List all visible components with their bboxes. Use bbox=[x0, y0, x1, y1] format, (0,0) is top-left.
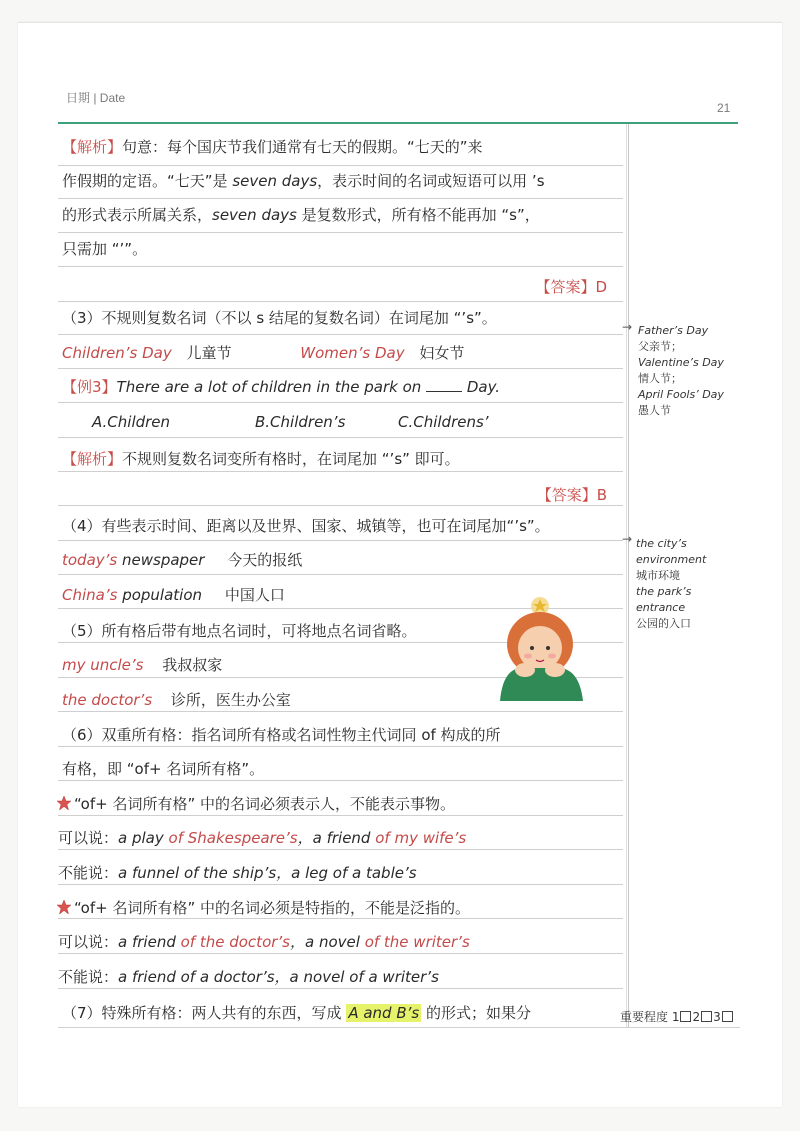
question-text: There are a lot of children in the park on bbox=[116, 378, 422, 396]
rule-heading bbox=[62, 1002, 624, 1024]
example-en: Children’s Day bbox=[62, 344, 172, 362]
sidebar-divider bbox=[628, 124, 629, 1027]
analysis-tag: 【解析】 bbox=[62, 450, 123, 468]
ruled-line bbox=[58, 301, 623, 302]
analysis-text: ，表示时间的名词或短语可以用 ’s bbox=[317, 172, 545, 190]
rule-heading: （6）双重所有格：指名词所有格或名词性物主代词同 of 构成的所 bbox=[62, 726, 501, 744]
analysis-line bbox=[62, 204, 624, 226]
checkbox-icon[interactable] bbox=[701, 1011, 712, 1022]
ruled-line bbox=[58, 266, 623, 267]
arrow-icon: → bbox=[622, 532, 633, 546]
sidebar-note-line: environment bbox=[636, 553, 707, 566]
example-cn: 我叔叔家 bbox=[162, 656, 223, 674]
header-rule bbox=[58, 122, 738, 124]
analysis-line bbox=[62, 448, 624, 470]
english-phrase: seven days bbox=[212, 206, 297, 224]
analysis-text: 句意：每个国庆节我们通常有七天的假期。“七天的”来 bbox=[122, 138, 483, 156]
cannot-say-line bbox=[58, 862, 620, 884]
blank-line bbox=[426, 379, 462, 392]
ruled-line bbox=[58, 849, 623, 850]
ruled-line bbox=[58, 437, 623, 438]
sidebar-note-line: 父亲节； bbox=[638, 340, 682, 353]
sidebar-note-line: 情人节； bbox=[638, 372, 682, 385]
example-possessive: of the writer’s bbox=[364, 933, 470, 951]
example-cn: 诊所，医生办公室 bbox=[170, 691, 291, 709]
answer-label: 【答案】B bbox=[536, 486, 607, 504]
ruled-line bbox=[58, 746, 623, 747]
example-possessive: today’s bbox=[62, 551, 118, 569]
analysis-line bbox=[62, 136, 624, 158]
ruled-line bbox=[58, 988, 623, 989]
options-line bbox=[92, 411, 654, 433]
example-cn: 妇女节 bbox=[419, 344, 465, 362]
rule-heading: （5）所有格后带有地点名词时，可将地点名词省略。 bbox=[62, 622, 417, 640]
highlighted-phrase: A and B’s bbox=[348, 1004, 420, 1022]
example-tag: 【例3】 bbox=[62, 378, 117, 396]
sidebar-note-line: the city’s bbox=[636, 537, 687, 550]
sidebar-note-line: Valentine’s Day bbox=[638, 356, 724, 369]
analysis-line bbox=[62, 170, 624, 192]
option-a: A.Children bbox=[92, 413, 171, 431]
example-line bbox=[62, 342, 624, 364]
sidebar-note-line: 公园的入口 bbox=[636, 617, 691, 630]
sidebar-note-places bbox=[636, 536, 706, 632]
bottom-rule bbox=[58, 1027, 740, 1028]
importance-label: 重要程度 bbox=[620, 1010, 669, 1024]
importance-level: 1 bbox=[671, 1010, 680, 1024]
rule-heading: （4）有些表示时间、距离以及世界、国家、城镇等，也可在词尾加“’s”。 bbox=[62, 517, 550, 535]
example-en: ，a friend bbox=[297, 829, 376, 847]
importance-level: 2 bbox=[692, 1010, 701, 1024]
example-possessive: my uncle’s bbox=[62, 656, 144, 674]
example-possessive: of my wife’s bbox=[375, 829, 467, 847]
sidebar-note-line: April Fools’ Day bbox=[638, 388, 724, 401]
sidebar-note-line: 城市环境 bbox=[636, 569, 680, 582]
checkbox-icon[interactable] bbox=[722, 1011, 733, 1022]
importance-level: 3 bbox=[713, 1010, 721, 1024]
sidebar-divider-inner bbox=[626, 124, 627, 1027]
example-en: Women’s Day bbox=[300, 344, 405, 362]
can-say-line bbox=[58, 827, 620, 849]
cannot-say-label: 不能说： bbox=[58, 864, 119, 882]
note-line bbox=[56, 897, 618, 919]
example-possessive: the doctor’s bbox=[62, 691, 153, 709]
rule-heading: （3）不规则复数名词（不以 s 结尾的复数名词）在词尾加 “’s”。 bbox=[62, 309, 497, 327]
importance-rating bbox=[620, 1008, 734, 1025]
girl-illustration bbox=[495, 596, 605, 706]
option-c: C.Childrens’ bbox=[398, 413, 489, 431]
page-number: 21 bbox=[717, 101, 731, 115]
checkbox-icon[interactable] bbox=[680, 1011, 691, 1022]
can-say-label: 可以说： bbox=[58, 829, 119, 847]
rule-heading: 有格，即 “of+ 名词所有格”。 bbox=[62, 760, 265, 778]
ruled-line bbox=[58, 334, 623, 335]
note-text: “of+ 名词所有格” 中的名词必须表示人，不能表示事物。 bbox=[74, 795, 456, 813]
ruled-line bbox=[58, 711, 623, 712]
page-edge bbox=[18, 22, 782, 23]
sidebar-note-line: 愚人节 bbox=[638, 404, 671, 417]
option-b: B.Children’s bbox=[255, 413, 346, 431]
example-en: a play bbox=[118, 829, 169, 847]
arrow-icon: → bbox=[622, 320, 633, 334]
example-possessive: China’s bbox=[62, 586, 118, 604]
note-text: “of+ 名词所有格” 中的名词必须是特指的，不能是泛指的。 bbox=[74, 899, 471, 917]
analysis-line: 只需加 “’”。 bbox=[62, 240, 148, 258]
example-cn: 中国人口 bbox=[224, 586, 285, 604]
rule-text: 的形式；如果分 bbox=[421, 1004, 532, 1022]
analysis-text: 是复数形式，所有格不能再加 “s”， bbox=[296, 206, 540, 224]
cannot-say-line bbox=[58, 966, 620, 988]
ruled-line bbox=[58, 953, 623, 954]
example-en: a friend bbox=[118, 933, 181, 951]
analysis-text: 不规则复数名词变所有格时，在词尾加 “’s” 即可。 bbox=[122, 450, 460, 468]
sidebar-note-line: Father’s Day bbox=[638, 324, 709, 337]
example-line bbox=[62, 549, 624, 571]
question-text: Day. bbox=[466, 378, 501, 396]
ruled-line bbox=[58, 540, 623, 541]
example-cn: 儿童节 bbox=[186, 344, 232, 362]
ruled-line bbox=[58, 165, 623, 166]
analysis-tag: 【解析】 bbox=[62, 138, 123, 156]
star-icon bbox=[56, 795, 72, 811]
note-line bbox=[56, 793, 618, 815]
star-icon bbox=[56, 899, 72, 915]
rule-text: （7）特殊所有格：两人共有的东西，写成 bbox=[62, 1004, 347, 1022]
example-en: population bbox=[117, 586, 203, 604]
ruled-line bbox=[58, 780, 623, 781]
example-en: a funnel of the ship’s，a leg of a table’s bbox=[118, 864, 417, 882]
example-possessive: of Shakespeare’s bbox=[168, 829, 298, 847]
ruled-line bbox=[58, 232, 623, 233]
english-phrase: seven days bbox=[232, 172, 318, 190]
example-en: ，a novel bbox=[290, 933, 365, 951]
sidebar-note-line: entrance bbox=[636, 601, 686, 614]
sidebar-note-holidays bbox=[638, 323, 724, 419]
example-en: a friend of a doctor’s，a novel of a writer’s bbox=[118, 968, 439, 986]
ruled-line bbox=[58, 574, 623, 575]
answer-label: 【答案】D bbox=[535, 278, 607, 296]
sidebar-note-line: the park’s bbox=[636, 585, 692, 598]
cannot-say-label: 不能说： bbox=[58, 968, 119, 986]
ruled-line bbox=[58, 815, 623, 816]
can-say-line bbox=[58, 931, 620, 953]
example-en: newspaper bbox=[117, 551, 205, 569]
date-label: 日期 | Date bbox=[66, 91, 126, 105]
ruled-line bbox=[58, 402, 623, 403]
example-possessive: of the doctor’s bbox=[180, 933, 290, 951]
analysis-text: 的形式表示所属关系， bbox=[62, 206, 213, 224]
example-cn: 今天的报纸 bbox=[227, 551, 303, 569]
ruled-line bbox=[58, 198, 623, 199]
analysis-text: 作假期的定语。“七天”是 bbox=[62, 172, 233, 190]
can-say-label: 可以说： bbox=[58, 933, 119, 951]
example-question bbox=[62, 376, 624, 398]
ruled-line bbox=[58, 368, 623, 369]
ruled-line bbox=[58, 471, 623, 472]
ruled-line bbox=[58, 884, 623, 885]
